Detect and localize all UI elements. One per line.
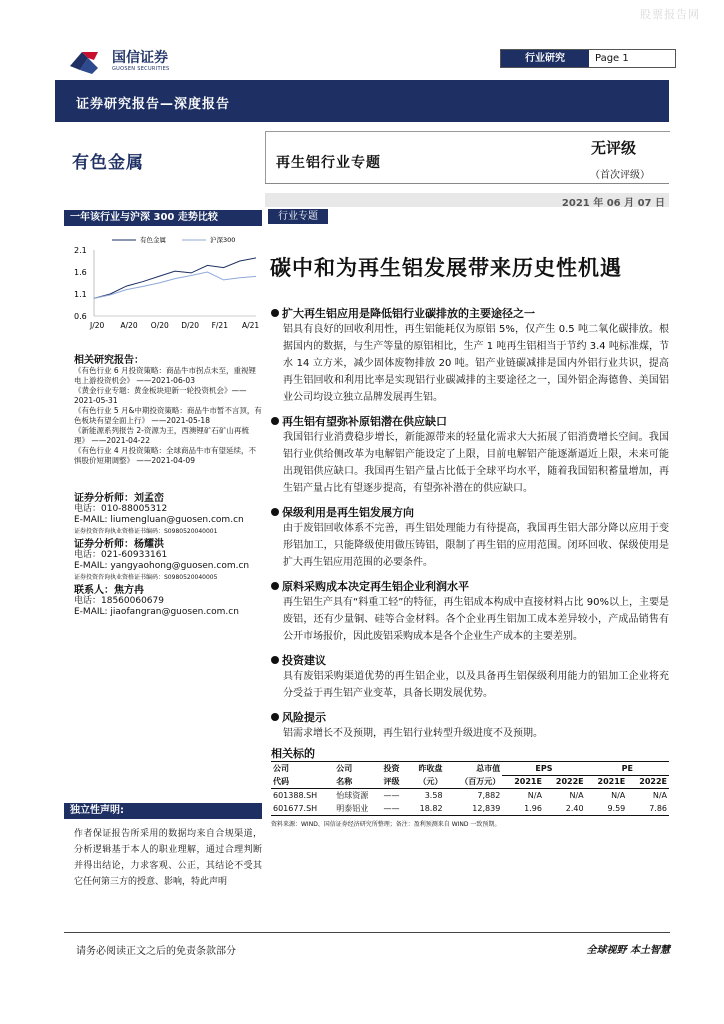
headline: 碳中和为再生铝发展带来历史性机遇 <box>270 256 622 280</box>
table-source: 资料来源：WIND、国信证券经济研究所整理；备注：盈利预测来自 WIND 一致预期。 <box>271 821 501 828</box>
table-header-row: 公司 公司 投资 昨收盘 总市值 EPS PE <box>271 762 669 776</box>
analyst-phone: 电话：010-88005312 <box>74 504 168 514</box>
trend-chart <box>64 232 262 344</box>
stock-table <box>271 761 669 816</box>
rating-sub: （首次评级） <box>590 170 650 181</box>
section <box>271 652 669 702</box>
report-type: 证券研究报告—深度报告 <box>76 97 231 112</box>
section <box>271 305 669 406</box>
contact-phone: 电话：18560060679 <box>74 596 164 606</box>
bullet-icon <box>271 582 279 590</box>
section-title: 扩大再生铝应用是降低铝行业碳排放的主要途径之一 <box>271 305 669 321</box>
y-tick-label: 0.6 <box>74 312 87 321</box>
article-tag: 行业专题 <box>268 209 328 224</box>
x-tick-label: A/21 <box>242 321 260 330</box>
footer-slogan: 全球视野 本土智慧 <box>586 945 670 956</box>
section-body: 我国铝行业消费稳步增长，新能源带来的轻量化需求大大拓展了铝消费增长空间。我国铝行业供给侧改革为电解铝产能设定了上限，目前电解铝产能逐渐逼近上限，未来可能出现铝供应缺口。我国再生铝产量占比低于全球平均水平，随着我国铝积蓄量增加，再生铝产量占比有望逐步提高，有望弥补潜在的供应缺口。 <box>283 432 669 494</box>
category-tab: 行业研究 <box>501 50 589 67</box>
section-title: 风险提示 <box>271 709 669 725</box>
bullet-icon <box>271 656 279 664</box>
disclaimer-text: 作者保证报告所采用的数据均来自合规渠道，分析逻辑基于本人的职业理解，通过合理判断并得出结论，力求客观、公正，其结论不受其它任何第三方的授意、影响，特此声明 <box>74 829 262 887</box>
article-body <box>271 305 669 828</box>
analyst-license: 证券投资咨询执业资格证书编码：S0980520040001 <box>74 528 218 535</box>
section <box>271 578 669 645</box>
bullet-icon <box>271 508 279 516</box>
related-reports <box>74 351 262 466</box>
chart-header: 一年该行业与沪深 300 走势比较 <box>64 210 262 226</box>
logo-name-en: GUOSEN SECURITIES <box>112 66 170 72</box>
section-body: 具有废铝采购渠道优势的再生铝企业，以及具备再生铝保级利用能力的铝加工企业将充分受益于再生铝产业变革，具备长期发展优势。 <box>283 671 669 699</box>
y-tick-label: 1.1 <box>74 290 87 299</box>
logo-name: 国信证券 <box>112 50 168 66</box>
header-tabs <box>500 49 676 68</box>
section-body: 铝需求增长不及预期，再生铝行业转型升级进度不及预期。 <box>283 728 543 739</box>
x-tick-label: F/21 <box>211 321 228 330</box>
x-tick-label: J/20 <box>90 321 105 330</box>
section <box>271 413 669 497</box>
x-tick-label: O/20 <box>150 321 169 330</box>
section-title: 原料采购成本决定再生铝企业利润水平 <box>271 578 669 594</box>
related-item[interactable]: 《有色行业 6 月投资策略：商品牛市拐点未至，重视锂电上游投资机会》 ——2021-06-03 <box>74 366 257 385</box>
divider <box>265 183 669 184</box>
legend-label-2: 沪深300 <box>210 236 236 244</box>
rating: 无评级 <box>591 139 637 157</box>
bullet-icon <box>271 417 279 425</box>
report-date: 2021 年 06 月 07 日 <box>561 198 665 209</box>
related-item[interactable]: 《新能源系列报告 2-资源为王，西澳锂矿石矿山再梳理》 ——2021-04-22 <box>74 426 249 445</box>
section <box>271 504 669 571</box>
sector-name: 有色金属 <box>72 153 144 173</box>
analyst-license: 证券投资咨询执业资格证书编码：S0980520040005 <box>74 574 218 581</box>
table-row: 601388.SH 怡球资源 —— 3.58 7,882 N/A N/A N/A N/A <box>273 791 667 800</box>
related-title: 相关研究报告： <box>74 355 144 366</box>
section-title: 再生铝有望弥补原铝潜在供应缺口 <box>271 413 669 429</box>
analyst-email[interactable]: E-MAIL: liumengluan@guosen.com.cn <box>74 515 244 525</box>
table-header-row: 代码 名称 评级 （元） （百万元） 2021E 2022E 2021E 2022E <box>271 775 669 789</box>
footer-divider <box>64 932 670 933</box>
related-item[interactable]: 《有色行业 5 月&中期投资策略：商品牛市暂不言顶，有色板块有望全面上行》 ——2021-05-18 <box>74 406 262 425</box>
contact-name: 联系人：焦方冉 <box>74 585 144 596</box>
analyst-name: 证券分析师：杨耀洪 <box>74 539 164 550</box>
analyst-block <box>74 489 264 618</box>
bullet-icon <box>271 713 279 721</box>
section-body: 由于废铝回收体系不完善，再生铝处理能力有待提高，我国再生铝大部分降以应用于变形铝加工，只能降级使用做压铸铝，限制了再生铝的应用范围。闭环回收、保级使用是扩大再生铝应用范围的必要条件。 <box>283 523 669 568</box>
related-item[interactable]: 《黄金行业专题：黄金板块迎新一轮投资机会》——2021-05-31 <box>74 386 247 405</box>
y-tick-label: 2.1 <box>74 246 87 255</box>
related-item[interactable]: 《有色行业 4 月投资策略：全球商品牛市有望延续，不惧股价短期调整》 ——2021-04-09 <box>74 446 257 465</box>
analyst-phone: 电话：021-60933161 <box>74 550 168 560</box>
topic-title: 再生铝行业专题 <box>276 155 381 171</box>
footer-disclaimer: 请务必阅读正文之后的免责条款部分 <box>76 946 236 957</box>
table-title: 相关标的 <box>271 747 315 760</box>
page-number: Page 1 <box>595 53 629 64</box>
table-row: 601677.SH 明泰铝业 —— 18.82 12,839 1.96 2.40 9.59 7.86 <box>273 804 667 813</box>
section-title: 保级利用是再生铝发展方向 <box>271 504 669 520</box>
section-body: 再生铝生产具有“料重工轻”的特征，再生铝成本构成中直接材料占比 90%以上，主要是废铝，还有少量铜、硅等合金材料。各个企业再生铝加工成本差异较小，产成品销售有公开市场报价，因此废铝采购成本是各个企业生产成本的主要差别。 <box>283 597 669 642</box>
x-tick-label: A/20 <box>120 321 138 330</box>
disclaimer-header: 独立性声明: <box>64 803 262 819</box>
legend-label-1: 有色金属 <box>140 236 166 244</box>
series-line-2 <box>94 272 256 298</box>
analyst-name: 证券分析师：刘孟峦 <box>74 493 164 504</box>
watermark: 股票报告网 <box>640 8 700 21</box>
y-tick-label: 1.6 <box>74 268 87 277</box>
contact-email[interactable]: E-MAIL: jiaofangran@guosen.com.cn <box>74 607 239 617</box>
x-tick-label: D/20 <box>181 321 200 330</box>
section <box>271 709 669 742</box>
section-body: 铝具有良好的回收利用性，再生铝能耗仅为原铝 5%，仅产生 0.5 吨二氧化碳排放。根据国内的数据，与生产等量的原铝相比，生产 1 吨再生铝相当于节约 3.4 吨标准煤，节水 14 立方米，减少固体废物排放 20 吨。铝产业链碳减排是国内外铝行业共识，提高再生铝回收和利用比率是实现铝行业碳减排的主要途径之一，国外铝企海德鲁、美国铝业公司均设立独立品牌发展再生铝。 <box>283 324 669 403</box>
analyst-email[interactable]: E-MAIL: yangyaohong@guosen.com.cn <box>74 561 250 571</box>
section-title: 投资建议 <box>271 652 669 668</box>
bullet-icon <box>271 309 279 317</box>
